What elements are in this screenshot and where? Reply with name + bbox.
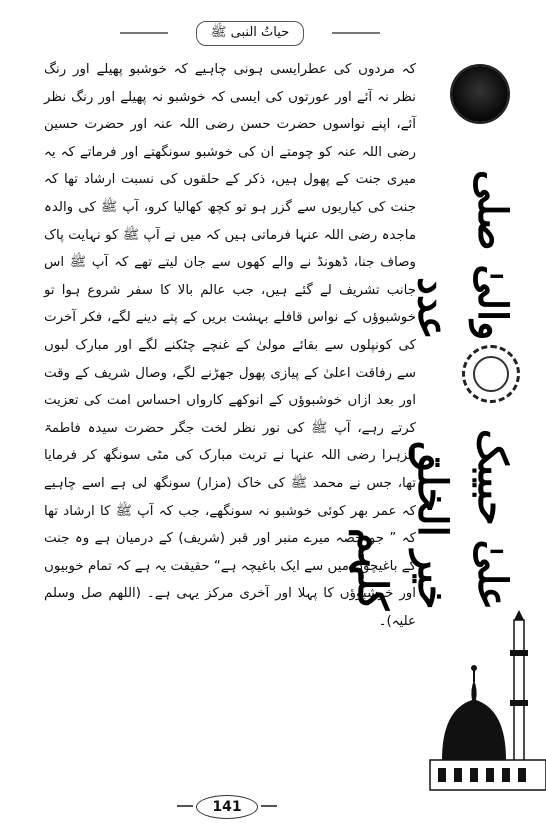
running-header [120, 20, 380, 46]
calligraphy-top: والیٰ صلی عدد [409, 169, 516, 340]
header-title: حیاتُ النبی ﷺ [196, 21, 304, 46]
black-circle-icon [452, 66, 508, 122]
body-paragraph: کہ مردوں کی عطرایسی ہونی چاہیے کہ خوشبو پھیلے اور رنگ نظر نہ آئے اور عورتوں کی ایسی کہ خوشبو نہ پھیلے اور رنگ نظر آئے، اپنے نواسوں حضرت حسن رضی اللہ عنہ اور حضرت حسین رضی اللہ عنہ کو چومتے ان کی خوشبو سونگھتے اور فرماتے کہ یہ میری جنت کے پھول ہیں، ذکر کے حلقوں کی نسبت ارشاد تھا کہ جنت کی کیاریوں سے گزر ہو تو کچھ کھالیا کرو، آپ ﷺ کی والدہ ماجدہ رضی اللہ عنہا فرماتی ہیں کہ میں نے آپ ﷺ کو نہایت پاک وصاف جنا، ڈھونڈ نے والے کھوں سے جان لیتے تھے کہ آپ ﷺ اس جانب تشریف لے گئے ہیں، جب عالم بالا کا سفر شروع ہوا تو خوشبوؤں کے نواس قافلے بہشت بریں کے پتے دینے لگے، فکر آخرت کی کونپلوں سے بقائے مولیٰ کے غنچے چٹکنے لگے اور مبارک لبوں سے رفاقت اعلیٰ کے پیازی پھول جھڑنے لگے، وصال شریف کے وقت اور بعد ازاں خوشبوؤں کے انوکھے کارواں احساس امت کی تعزیت کرتے رہے، آپ ﷺ کی نور نظر لخت جگر حضرت سیدہ فاطمۃ الزہرا رضی اللہ عنہا نے تربت مبارک کی مٹی سونگھ کر فرمایا تھا، جس نے محمد ﷺ کی خاک (مزار) سونگھ لی ہے اسے چاہیے کہ عمر بھر کوئی خوشبو نہ سونگھے، جب کہ آپ ﷺ کا ارشاد تھا کہ ” جو حصہ میرے منبر اور قبر (شریف) کے درمیان ہے وہ جنت کے باغیچوں میں سے ایک باغیچہ ہے“ حقیقت یہ ہے کہ تمام خوبیوں اور خوشبوؤں کا پہلا اور آخری مرکز یہی ہے۔ (اللھم صل وسلم علیہ)۔ [44, 62, 416, 629]
header-ornament-left [120, 32, 168, 34]
green-dome-icon [422, 610, 546, 806]
medallion-inner [473, 356, 509, 392]
calligraphy-bottom: علیٰ حبیبک خیر الخلق کلہم [349, 428, 516, 610]
medallion-icon [462, 345, 520, 403]
page-number: 141 [196, 795, 258, 819]
header-ornament-right [332, 32, 380, 34]
